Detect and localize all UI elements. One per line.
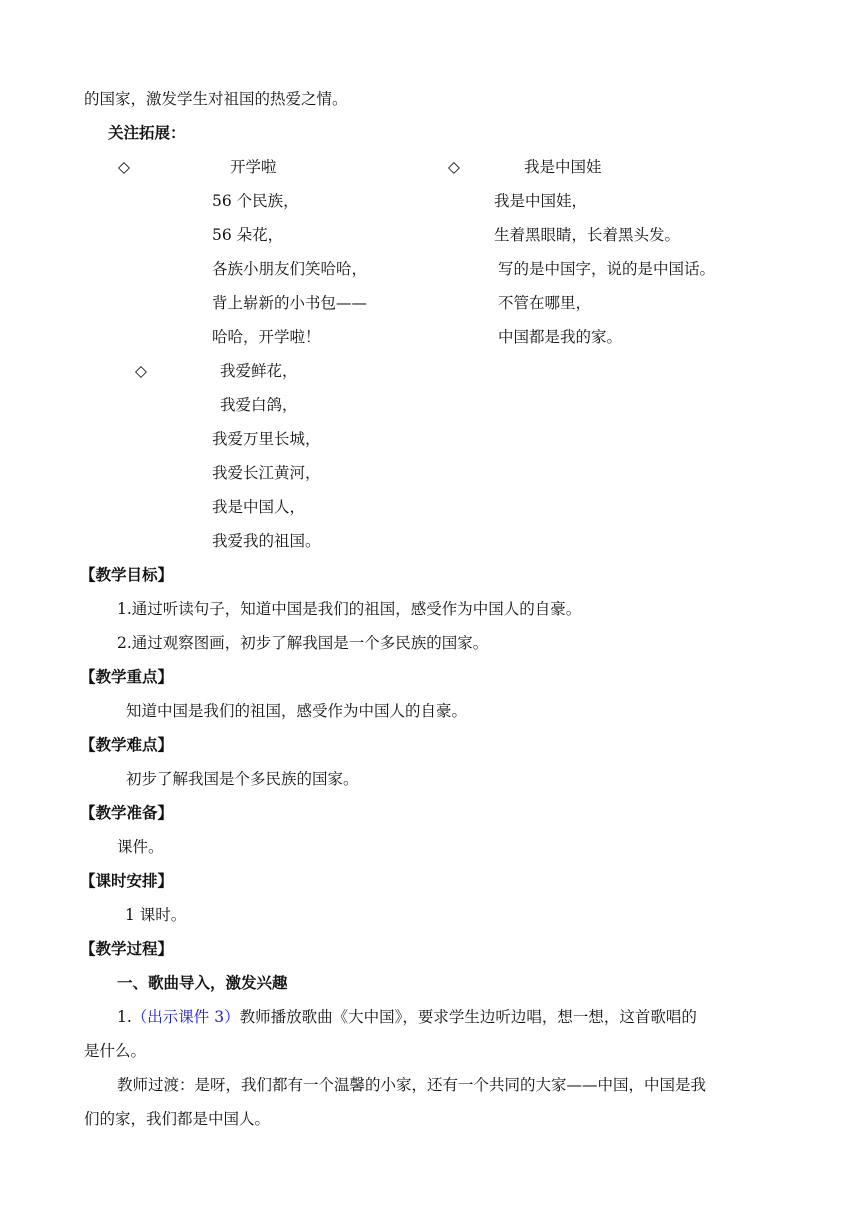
difficulty-text: 初步了解我国是个多民族的国家。: [126, 770, 359, 788]
key-points-text: 知道中国是我们的祖国，感受作为中国人的自豪。: [126, 702, 468, 720]
poem3-line: 我爱我的祖国。: [212, 532, 321, 550]
schedule-text: 1 课时。: [125, 906, 187, 924]
poem2-line: 生着黑眼睛，长着黑头发。: [494, 226, 681, 244]
courseware-reference: （出示课件 3）: [131, 1008, 240, 1026]
intro-tail: 的国家，激发学生对祖国的热爱之情。: [84, 90, 348, 108]
difficulty-heading: 【教学难点】: [80, 736, 174, 754]
poem1-line: 56 个民族，: [212, 192, 299, 210]
preparation-text: 课件。: [117, 838, 164, 856]
step-1-number: 1.: [117, 1008, 132, 1026]
poem1-line: 56 朵花，: [212, 226, 284, 244]
poem3-line: 我爱白鸽，: [220, 396, 298, 414]
poem1-line: 背上崭新的小书包——: [212, 294, 368, 312]
poem2-line: 我是中国娃，: [494, 192, 588, 210]
transition-line-continued: 们的家，我们都是中国人。: [84, 1110, 271, 1128]
step-1-text: 教师播放歌曲《大中国》，要求学生边听边唱，想一想，这首歌唱的: [239, 1008, 697, 1026]
poem1-title: 开学啦: [230, 158, 277, 176]
poem3-line: 我是中国人，: [212, 498, 306, 516]
process-heading: 【教学过程】: [80, 940, 174, 958]
step-1-continued: 是什么。: [84, 1042, 147, 1060]
goal-item: 1.通过听读句子，知道中国是我们的祖国，感受作为中国人的自豪。: [117, 600, 582, 618]
section-heading: 一、歌曲导入，激发兴趣: [117, 974, 288, 992]
poem2-line: 写的是中国字，说的是中国话。: [498, 260, 716, 278]
extension-heading: 关注拓展：: [108, 124, 186, 142]
poem1-line: 哈哈，开学啦！: [212, 328, 321, 346]
poem3-line: 我爱万里长城，: [212, 430, 321, 448]
diamond-bullet-icon: ◇: [448, 158, 460, 176]
poem1-line: 各族小朋友们笑哈哈，: [212, 260, 368, 278]
diamond-bullet-icon: ◇: [118, 158, 130, 176]
poem3-line: 我爱长江黄河，: [212, 464, 321, 482]
step-1: [117, 1007, 697, 1027]
poem2-line: 中国都是我的家。: [498, 328, 623, 346]
schedule-heading: 【课时安排】: [80, 872, 174, 890]
poem3-line: 我爱鲜花，: [220, 362, 298, 380]
poem2-line: 不管在哪里，: [498, 294, 592, 312]
diamond-bullet-icon: ◇: [135, 362, 147, 380]
transition-line: 教师过渡：是呀，我们都有一个温馨的小家，还有一个共同的大家——中国，中国是我: [117, 1076, 707, 1094]
key-points-heading: 【教学重点】: [80, 668, 174, 686]
preparation-heading: 【教学准备】: [80, 804, 174, 822]
goals-heading: 【教学目标】: [80, 566, 174, 584]
poem2-title: 我是中国娃: [524, 158, 602, 176]
goal-item: 2.通过观察图画，初步了解我国是一个多民族的国家。: [117, 634, 489, 652]
